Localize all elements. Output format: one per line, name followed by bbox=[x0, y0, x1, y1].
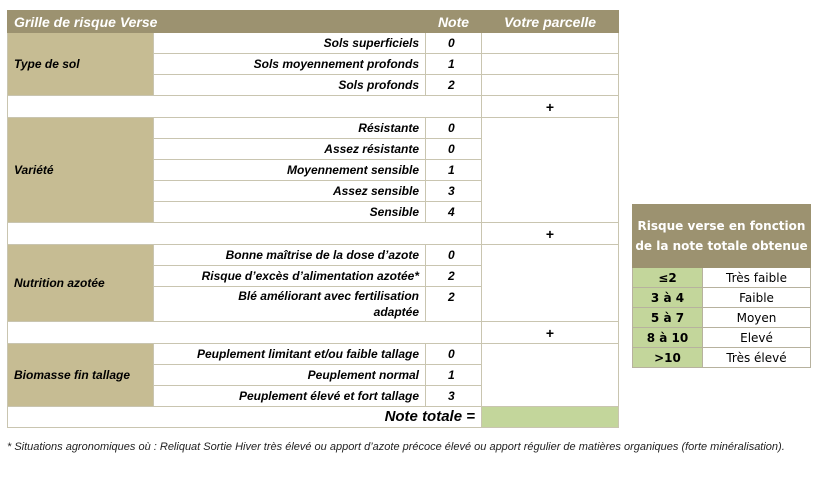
parcelle-column-header: Votre parcelle bbox=[482, 11, 619, 33]
criterion-note: 3 bbox=[426, 386, 482, 407]
criterion-label: Peuplement limitant et/ou faible tallage bbox=[154, 344, 426, 365]
parcelle-input-cell[interactable] bbox=[482, 75, 619, 96]
criterion-label: Peuplement élevé et fort tallage bbox=[154, 386, 426, 407]
table-row bbox=[8, 344, 619, 365]
table-row bbox=[8, 245, 619, 266]
legend-level: Moyen bbox=[703, 308, 811, 328]
separator-row bbox=[8, 96, 619, 118]
criterion-note: 0 bbox=[426, 245, 482, 266]
criterion-label: Sols moyennement profonds bbox=[154, 54, 426, 75]
plus-sign: + bbox=[482, 322, 619, 344]
criterion-label: Sensible bbox=[154, 202, 426, 223]
criterion-note: 3 bbox=[426, 181, 482, 202]
risk-grid-table bbox=[7, 10, 619, 428]
criterion-note: 1 bbox=[426, 365, 482, 386]
legend-row bbox=[633, 268, 811, 288]
note-column-header: Note bbox=[426, 11, 482, 33]
separator-row bbox=[8, 322, 619, 344]
criterion-note: 0 bbox=[426, 33, 482, 54]
legend-level: Très élevé bbox=[703, 348, 811, 368]
category-type-de-sol: Type de sol bbox=[8, 33, 154, 96]
criterion-label: Peuplement normal bbox=[154, 365, 426, 386]
criterion-note: 2 bbox=[426, 287, 482, 322]
criterion-note: 4 bbox=[426, 202, 482, 223]
criterion-note: 2 bbox=[426, 75, 482, 96]
criterion-label: Assez sensible bbox=[154, 181, 426, 202]
total-row bbox=[8, 407, 619, 428]
legend-score: 5 à 7 bbox=[633, 308, 703, 328]
criterion-note: 0 bbox=[426, 344, 482, 365]
legend-level: Faible bbox=[703, 288, 811, 308]
total-label: Note totale = bbox=[8, 407, 482, 428]
table-row bbox=[8, 33, 619, 54]
criterion-label: Risque d’excès d’alimentation azotée* bbox=[154, 266, 426, 287]
legend-score: 8 à 10 bbox=[633, 328, 703, 348]
criterion-note: 2 bbox=[426, 266, 482, 287]
criterion-note: 0 bbox=[426, 118, 482, 139]
separator-row bbox=[8, 223, 619, 245]
criterion-note: 1 bbox=[426, 54, 482, 75]
footnote: * Situations agronomiques où : Reliquat Sortie Hiver très élevé ou apport d’azote précoce élevé ou apport régulier de matières organiques (forte minéralisation). bbox=[7, 441, 785, 453]
legend-score: >10 bbox=[633, 348, 703, 368]
grid-header-row bbox=[8, 11, 619, 33]
legend-score: ≤2 bbox=[633, 268, 703, 288]
total-value-cell[interactable] bbox=[482, 407, 619, 428]
criterion-label: Sols profonds bbox=[154, 75, 426, 96]
criterion-label: Sols superficiels bbox=[154, 33, 426, 54]
criterion-label: Moyennement sensible bbox=[154, 160, 426, 181]
legend-level: Très faible bbox=[703, 268, 811, 288]
legend-level: Elevé bbox=[703, 328, 811, 348]
legend-score: 3 à 4 bbox=[633, 288, 703, 308]
risk-legend-table bbox=[632, 204, 811, 368]
grid-title: Grille de risque Verse bbox=[8, 11, 426, 33]
parcelle-input-cell[interactable] bbox=[482, 33, 619, 54]
criterion-label: Bonne maîtrise de la dose d’azote bbox=[154, 245, 426, 266]
legend-row bbox=[633, 328, 811, 348]
legend-row bbox=[633, 348, 811, 368]
legend-row bbox=[633, 308, 811, 328]
legend-title: Risque verse en fonction de la note totale obtenue bbox=[633, 205, 811, 268]
category-nutrition-azotee: Nutrition azotée bbox=[8, 245, 154, 322]
criterion-label: Assez résistante bbox=[154, 139, 426, 160]
criterion-note: 1 bbox=[426, 160, 482, 181]
parcelle-input-cell[interactable] bbox=[482, 118, 619, 223]
legend-row bbox=[633, 288, 811, 308]
criterion-note: 0 bbox=[426, 139, 482, 160]
legend-header-row bbox=[633, 205, 811, 268]
plus-sign: + bbox=[482, 96, 619, 118]
table-row bbox=[8, 118, 619, 139]
parcelle-input-cell[interactable] bbox=[482, 54, 619, 75]
criterion-label: Blé améliorant avec fertilisation adaptée bbox=[154, 287, 426, 322]
category-biomasse-fin-tallage: Biomasse fin tallage bbox=[8, 344, 154, 407]
criterion-label: Résistante bbox=[154, 118, 426, 139]
category-variete: Variété bbox=[8, 118, 154, 223]
parcelle-input-cell[interactable] bbox=[482, 245, 619, 322]
plus-sign: + bbox=[482, 223, 619, 245]
parcelle-input-cell[interactable] bbox=[482, 344, 619, 407]
